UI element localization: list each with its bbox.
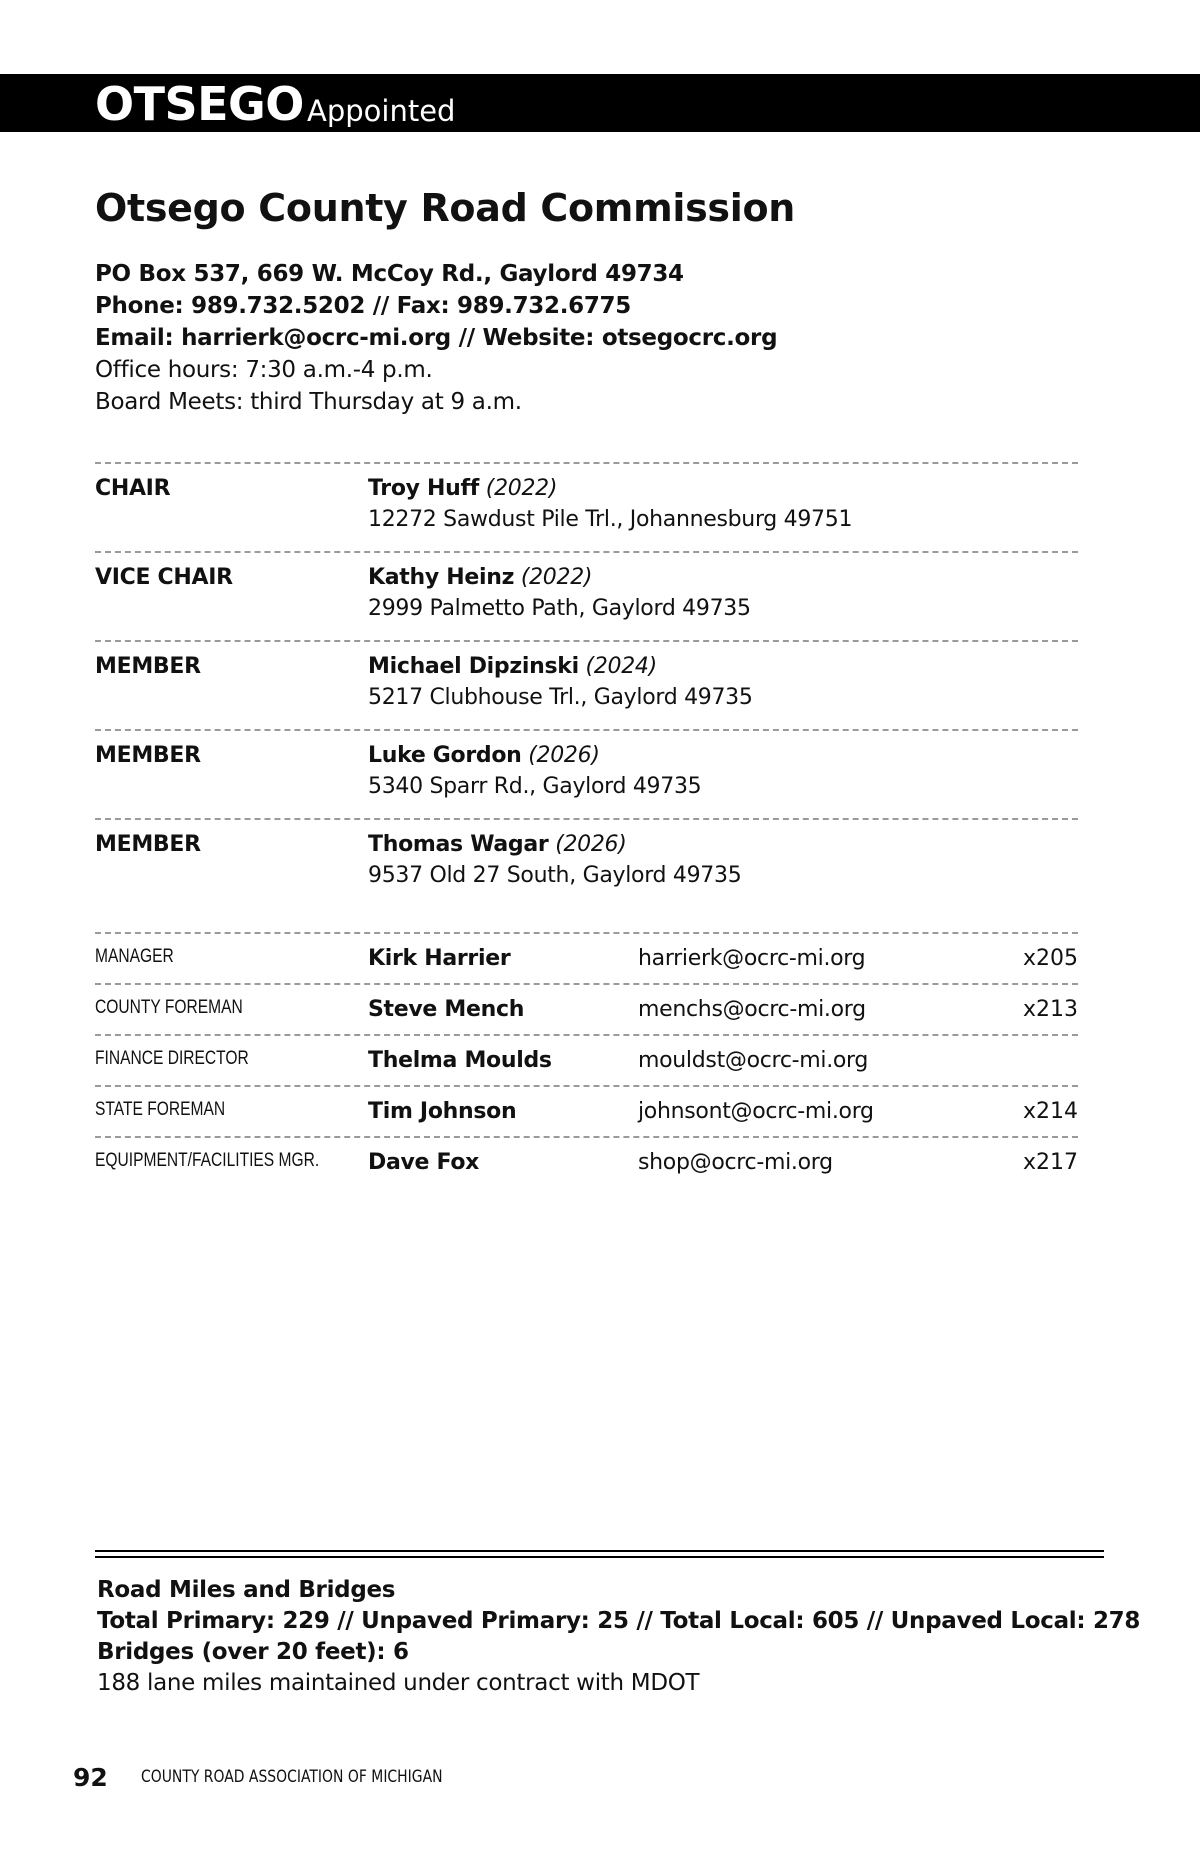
board-member-row bbox=[95, 551, 1078, 640]
agency-email-website: Email: harrierk@ocrc-mi.org // Website: otsegocrc.org bbox=[95, 325, 778, 351]
staff-title: MANAGER bbox=[95, 946, 174, 967]
board-members-list bbox=[95, 462, 1078, 907]
board-member-row bbox=[95, 729, 1078, 818]
board-term: (2022) bbox=[520, 565, 593, 590]
staff-list bbox=[95, 932, 1078, 1187]
staff-name: Thelma Moulds bbox=[368, 1048, 552, 1073]
board-term: (2026) bbox=[555, 832, 627, 857]
staff-row bbox=[95, 1136, 1078, 1187]
staff-name: Kirk Harrier bbox=[368, 946, 511, 971]
board-name: Kathy Heinz bbox=[368, 565, 515, 590]
road-mdot-contract: 188 lane miles maintained under contract with MDOT bbox=[97, 1670, 700, 1696]
board-name: Luke Gordon bbox=[368, 743, 522, 768]
staff-email: harrierk@ocrc-mi.org bbox=[638, 946, 866, 971]
road-miles-section bbox=[97, 1575, 1140, 1699]
staff-email: johnsont@ocrc-mi.org bbox=[638, 1099, 874, 1124]
board-name-line bbox=[368, 565, 592, 590]
road-bridges: Bridges (over 20 feet): 6 bbox=[97, 1639, 409, 1665]
staff-extension: x205 bbox=[1022, 946, 1078, 971]
section-divider bbox=[95, 1550, 1104, 1558]
board-term: (2024) bbox=[585, 654, 657, 679]
staff-extension: x214 bbox=[1022, 1099, 1078, 1124]
road-miles-heading: Road Miles and Bridges bbox=[97, 1577, 396, 1603]
agency-title: Otsego County Road Commission bbox=[95, 186, 796, 230]
staff-row bbox=[95, 983, 1078, 1034]
board-address: 2999 Palmetto Path, Gaylord 49735 bbox=[368, 596, 751, 621]
staff-title: COUNTY FOREMAN bbox=[95, 997, 243, 1018]
board-term: (2026) bbox=[528, 743, 600, 768]
county-type: Appointed bbox=[307, 94, 456, 128]
staff-title: FINANCE DIRECTOR bbox=[95, 1048, 249, 1069]
footer-organization: COUNTY ROAD ASSOCIATION OF MICHIGAN bbox=[141, 1767, 443, 1787]
agency-office-hours: Office hours: 7:30 a.m.-4 p.m. bbox=[95, 357, 433, 383]
board-address: 12272 Sawdust Pile Trl., Johannesburg 49751 bbox=[368, 507, 853, 532]
agency-phone-fax: Phone: 989.732.5202 // Fax: 989.732.6775 bbox=[95, 293, 631, 319]
board-name: Thomas Wagar bbox=[368, 832, 549, 857]
board-address: 5217 Clubhouse Trl., Gaylord 49735 bbox=[368, 685, 753, 710]
board-role: CHAIR bbox=[95, 476, 171, 501]
board-name-line bbox=[368, 476, 557, 501]
board-member-row bbox=[95, 818, 1078, 907]
board-role: MEMBER bbox=[95, 832, 201, 857]
staff-name: Steve Mench bbox=[368, 997, 525, 1022]
board-term: (2022) bbox=[485, 476, 558, 501]
board-member-row bbox=[95, 640, 1078, 729]
staff-row bbox=[95, 1034, 1078, 1085]
page-number: 92 bbox=[73, 1763, 108, 1792]
staff-name: Tim Johnson bbox=[368, 1099, 517, 1124]
staff-email: shop@ocrc-mi.org bbox=[638, 1150, 833, 1175]
staff-row bbox=[95, 1085, 1078, 1136]
board-name-line bbox=[368, 654, 657, 679]
board-address: 9537 Old 27 South, Gaylord 49735 bbox=[368, 863, 742, 888]
staff-title: EQUIPMENT/FACILITIES MGR. bbox=[95, 1150, 320, 1171]
board-name-line bbox=[368, 832, 627, 857]
board-address: 5340 Sparr Rd., Gaylord 49735 bbox=[368, 774, 702, 799]
board-role: VICE CHAIR bbox=[95, 565, 233, 590]
board-role: MEMBER bbox=[95, 743, 201, 768]
board-name: Michael Dipzinski bbox=[368, 654, 579, 679]
agency-address: PO Box 537, 669 W. McCoy Rd., Gaylord 49734 bbox=[95, 261, 684, 287]
county-header-bar bbox=[0, 74, 1200, 132]
staff-email: mouldst@ocrc-mi.org bbox=[638, 1048, 869, 1073]
staff-extension: x217 bbox=[1022, 1150, 1078, 1175]
staff-name: Dave Fox bbox=[368, 1150, 480, 1175]
staff-title: STATE FOREMAN bbox=[95, 1099, 226, 1120]
staff-extension: x213 bbox=[1022, 997, 1078, 1022]
board-name: Troy Huff bbox=[368, 476, 480, 501]
staff-email: menchs@ocrc-mi.org bbox=[638, 997, 866, 1022]
board-name-line bbox=[368, 743, 600, 768]
agency-board-meets: Board Meets: third Thursday at 9 a.m. bbox=[95, 389, 522, 415]
road-miles-totals: Total Primary: 229 // Unpaved Primary: 25 // Total Local: 605 // Unpaved Local: 278 bbox=[97, 1608, 1141, 1634]
board-member-row bbox=[95, 462, 1078, 551]
board-role: MEMBER bbox=[95, 654, 201, 679]
county-name: OTSEGO bbox=[95, 77, 304, 131]
staff-row bbox=[95, 932, 1078, 983]
agency-contact-block bbox=[95, 258, 777, 418]
